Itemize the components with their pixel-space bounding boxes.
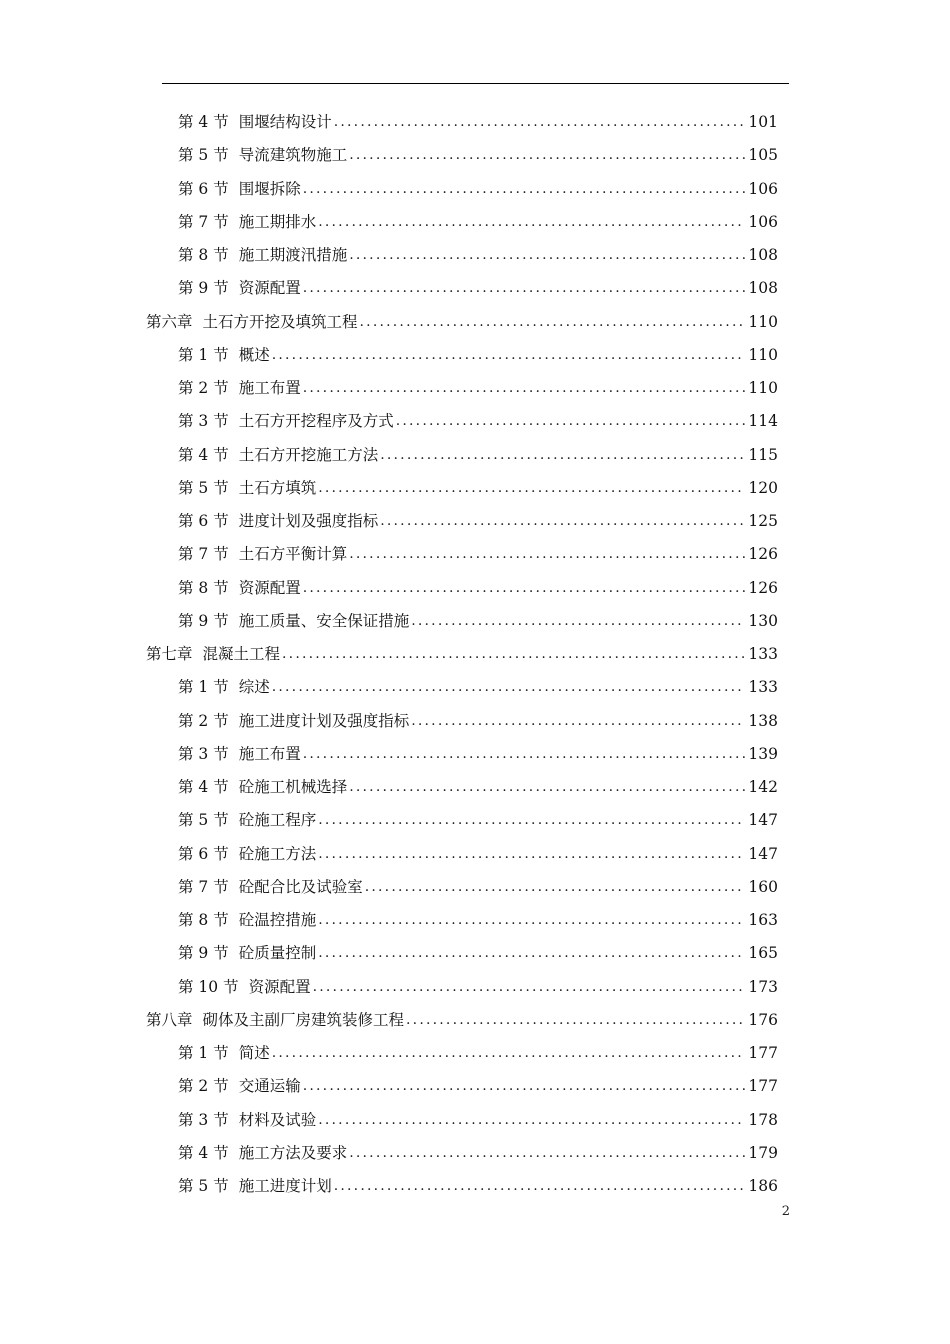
toc-entry-number: 第 1 节 — [178, 1044, 229, 1062]
toc-section-row[interactable] — [0, 505, 950, 538]
toc-section-row[interactable] — [0, 705, 950, 738]
toc-entry-page: 165 — [748, 944, 778, 963]
toc-entry-number: 第 1 节 — [178, 345, 229, 364]
toc-entry-page: 115 — [748, 445, 778, 464]
dot-leader — [380, 505, 745, 538]
dot-leader — [303, 173, 746, 206]
toc-entry-page: 179 — [748, 1143, 778, 1162]
dot-leader — [318, 1104, 745, 1137]
toc-entry-page: 163 — [748, 911, 778, 929]
toc-entry-page: 147 — [748, 811, 778, 830]
toc-entry — [178, 339, 778, 372]
toc-entry — [178, 971, 778, 1004]
toc-entry — [178, 538, 778, 571]
toc-entry-page: 186 — [748, 1177, 778, 1195]
toc-entry-page: 106 — [748, 179, 778, 198]
toc-section-row[interactable] — [0, 671, 950, 704]
dot-leader — [303, 1070, 746, 1103]
toc-entry-number: 第 9 节 — [178, 944, 229, 963]
toc-entry-page: 108 — [748, 246, 778, 264]
toc-chapter-row[interactable] — [0, 1004, 950, 1037]
toc-entry — [178, 1170, 778, 1203]
toc-entry — [146, 1004, 778, 1037]
toc-entry-page: 176 — [748, 1010, 778, 1029]
toc-entry — [178, 671, 778, 704]
toc-entry-number: 第 10 节 — [178, 977, 239, 996]
toc-entry-title: 导流建筑物施工 — [238, 146, 348, 165]
toc-entry-number: 第 4 节 — [178, 113, 229, 131]
toc-entry-page: 126 — [748, 545, 778, 564]
toc-entry-title: 围堰结构设计 — [238, 113, 332, 131]
toc-entry-title: 土石方开挖程序及方式 — [238, 412, 394, 431]
toc-section-row[interactable] — [0, 139, 950, 172]
toc-entry-title: 施工方法及要求 — [238, 1143, 348, 1162]
toc-entry-page: 177 — [748, 1044, 778, 1062]
toc-entry — [178, 871, 778, 904]
dot-leader — [360, 306, 746, 339]
toc-entry-page: 133 — [748, 645, 778, 663]
toc-entry-number: 第 7 节 — [178, 545, 229, 564]
toc-entry-title: 概述 — [238, 345, 270, 364]
toc-entry-number: 第 4 节 — [178, 778, 229, 796]
toc-section-row[interactable] — [0, 272, 950, 305]
header-rule — [162, 83, 789, 84]
toc-section-row[interactable] — [0, 173, 950, 206]
toc-entry-number: 第 6 节 — [178, 512, 229, 530]
toc-entry-title: 砼施工程序 — [238, 811, 317, 830]
dot-leader — [365, 871, 746, 904]
toc-entry — [146, 306, 778, 339]
toc-entry-page: 110 — [748, 312, 778, 331]
dot-leader — [334, 106, 746, 139]
toc-entry — [178, 139, 778, 172]
toc-section-row[interactable] — [0, 971, 950, 1004]
toc-entry — [178, 405, 778, 438]
toc-section-row[interactable] — [0, 771, 950, 804]
toc-entry-page: 106 — [748, 212, 778, 231]
toc-section-row[interactable] — [0, 904, 950, 937]
toc-entry-number: 第 5 节 — [178, 1177, 229, 1195]
toc-entry-page: 160 — [748, 877, 778, 896]
toc-section-row[interactable] — [0, 937, 950, 970]
toc-entry-title: 施工期排水 — [238, 212, 317, 231]
toc-entry — [178, 472, 778, 505]
toc-section-row[interactable] — [0, 106, 950, 139]
dot-leader — [318, 937, 745, 970]
toc-entry — [146, 638, 778, 671]
dot-leader — [318, 472, 745, 505]
toc-entry — [178, 705, 778, 738]
toc-section-row[interactable] — [0, 339, 950, 372]
toc-entry — [178, 106, 778, 139]
toc-entry-number: 第 9 节 — [178, 611, 229, 630]
toc-entry-number: 第 8 节 — [178, 911, 229, 929]
toc-entry — [178, 937, 778, 970]
toc-entry-title: 施工进度计划 — [238, 1177, 332, 1195]
dot-leader — [334, 1170, 746, 1203]
toc-entry-page: 126 — [748, 578, 778, 597]
toc-entry-number: 第 9 节 — [178, 279, 229, 298]
toc-section-row[interactable] — [0, 239, 950, 272]
toc-entry-number: 第 8 节 — [178, 246, 229, 264]
toc-entry — [178, 605, 778, 638]
dot-leader — [318, 206, 745, 239]
toc-entry-number: 第 4 节 — [178, 1143, 229, 1162]
toc-section-row[interactable] — [0, 1070, 950, 1103]
toc-entry-title: 土石方开挖及填筑工程 — [202, 312, 358, 331]
toc-entry-title: 资源配置 — [248, 977, 311, 996]
dot-leader — [349, 771, 745, 804]
toc-entry-title: 施工进度计划及强度指标 — [238, 711, 410, 730]
dot-leader — [349, 239, 745, 272]
toc-entry-number: 第 7 节 — [178, 212, 229, 231]
toc-entry-page: 147 — [748, 844, 778, 863]
dot-leader — [318, 838, 745, 871]
toc-entry-page: 178 — [748, 1110, 778, 1129]
toc-section-row[interactable] — [0, 871, 950, 904]
toc-section-row[interactable] — [0, 738, 950, 771]
toc-entry-number: 第 5 节 — [178, 811, 229, 830]
dot-leader — [272, 1037, 746, 1070]
toc-section-row[interactable] — [0, 1137, 950, 1170]
toc-entry — [178, 838, 778, 871]
toc-chapter-row[interactable] — [0, 306, 950, 339]
dot-leader — [318, 804, 745, 837]
toc-entry-number: 第 6 节 — [178, 179, 229, 198]
toc-entry-title: 资源配置 — [238, 578, 301, 597]
toc-section-row[interactable] — [0, 472, 950, 505]
toc-entry — [178, 1104, 778, 1137]
table-of-contents — [0, 106, 950, 1203]
toc-entry-number: 第七章 — [146, 645, 193, 663]
toc-entry-title: 混凝土工程 — [202, 645, 281, 663]
toc-entry — [178, 272, 778, 305]
toc-entry — [178, 239, 778, 272]
toc-entry-number: 第 4 节 — [178, 445, 229, 464]
toc-section-row[interactable] — [0, 572, 950, 605]
toc-entry-page: 177 — [748, 1077, 778, 1096]
toc-entry-title: 材料及试验 — [238, 1110, 317, 1129]
toc-section-row[interactable] — [0, 538, 950, 571]
toc-section-row[interactable] — [0, 1037, 950, 1070]
toc-entry-number: 第六章 — [146, 312, 193, 331]
toc-entry-number: 第 3 节 — [178, 744, 229, 763]
toc-entry-title: 砌体及主副厂房建筑装修工程 — [202, 1010, 405, 1029]
toc-entry — [178, 1070, 778, 1103]
toc-section-row[interactable] — [0, 838, 950, 871]
dot-leader — [318, 904, 745, 937]
toc-entry-number: 第 1 节 — [178, 678, 229, 697]
toc-entry-page: 130 — [748, 611, 778, 630]
toc-entry-number: 第 6 节 — [178, 844, 229, 863]
toc-entry — [178, 505, 778, 538]
toc-section-row[interactable] — [0, 372, 950, 405]
toc-entry — [178, 804, 778, 837]
dot-leader — [411, 605, 745, 638]
toc-section-row[interactable] — [0, 439, 950, 472]
toc-entry-title: 土石方开挖施工方法 — [238, 445, 379, 464]
toc-entry — [178, 1137, 778, 1170]
toc-entry-number: 第 3 节 — [178, 1110, 229, 1129]
toc-entry-title: 交通运输 — [238, 1077, 301, 1096]
toc-entry-number: 第 5 节 — [178, 146, 229, 165]
toc-section-row[interactable] — [0, 405, 950, 438]
toc-entry — [178, 771, 778, 804]
toc-section-row[interactable] — [0, 1170, 950, 1203]
toc-entry-title: 土石方平衡计算 — [238, 545, 348, 564]
toc-section-row[interactable] — [0, 605, 950, 638]
toc-entry-page: 138 — [748, 711, 778, 730]
toc-section-row[interactable] — [0, 1104, 950, 1137]
toc-entry-number: 第 7 节 — [178, 877, 229, 896]
dot-leader — [380, 439, 745, 472]
toc-entry-page: 101 — [748, 113, 778, 131]
page-number: 2 — [781, 1204, 790, 1219]
toc-entry-number: 第 5 节 — [178, 478, 229, 497]
dot-leader — [411, 705, 745, 738]
toc-entry-title: 砼配合比及试验室 — [238, 877, 363, 896]
toc-entry-page: 110 — [748, 345, 778, 364]
toc-entry — [178, 1037, 778, 1070]
toc-entry-title: 施工布置 — [238, 379, 301, 397]
toc-entry-title: 施工布置 — [238, 744, 301, 763]
toc-entry-title: 施工期渡汛措施 — [238, 246, 348, 264]
toc-entry — [178, 206, 778, 239]
toc-entry-number: 第 2 节 — [178, 1077, 229, 1096]
toc-entry — [178, 738, 778, 771]
toc-entry-title: 资源配置 — [238, 279, 301, 298]
dot-leader — [282, 638, 745, 671]
toc-entry-number: 第八章 — [146, 1010, 193, 1029]
toc-entry-page: 105 — [748, 146, 778, 165]
dot-leader — [313, 971, 746, 1004]
dot-leader — [349, 139, 745, 172]
toc-entry-number: 第 2 节 — [178, 379, 229, 397]
toc-entry-page: 114 — [748, 412, 778, 431]
toc-entry-title: 砼温控措施 — [238, 911, 317, 929]
dot-leader — [272, 671, 746, 704]
toc-entry-page: 173 — [748, 977, 778, 996]
dot-leader — [303, 272, 746, 305]
toc-entry-page: 142 — [748, 778, 778, 796]
toc-entry — [178, 439, 778, 472]
toc-entry-title: 砼施工机械选择 — [238, 778, 348, 796]
toc-section-row[interactable] — [0, 206, 950, 239]
toc-section-row[interactable] — [0, 804, 950, 837]
toc-entry-page: 108 — [748, 279, 778, 298]
toc-entry-page: 133 — [748, 678, 778, 697]
toc-entry-title: 施工质量、安全保证措施 — [238, 611, 410, 630]
toc-entry — [178, 904, 778, 937]
toc-entry-title: 简述 — [238, 1044, 270, 1062]
toc-entry-page: 139 — [748, 744, 778, 763]
toc-entry — [178, 173, 778, 206]
dot-leader — [349, 538, 745, 571]
toc-entry-number: 第 3 节 — [178, 412, 229, 431]
toc-entry-title: 砼质量控制 — [238, 944, 317, 963]
dot-leader — [272, 339, 746, 372]
dot-leader — [396, 405, 746, 438]
toc-entry-page: 110 — [748, 379, 778, 397]
toc-entry-number: 第 2 节 — [178, 711, 229, 730]
toc-entry-title: 土石方填筑 — [238, 478, 317, 497]
toc-entry — [178, 572, 778, 605]
toc-chapter-row[interactable] — [0, 638, 950, 671]
toc-entry-page: 125 — [748, 512, 778, 530]
toc-entry-title: 围堰拆除 — [238, 179, 301, 198]
dot-leader — [349, 1137, 745, 1170]
toc-entry — [178, 372, 778, 405]
dot-leader — [303, 572, 746, 605]
dot-leader — [303, 738, 746, 771]
dot-leader — [303, 372, 746, 405]
dot-leader — [406, 1004, 745, 1037]
toc-entry-page: 120 — [748, 478, 778, 497]
toc-entry-title: 砼施工方法 — [238, 844, 317, 863]
toc-entry-title: 进度计划及强度指标 — [238, 512, 379, 530]
toc-entry-title: 综述 — [238, 678, 270, 697]
toc-entry-number: 第 8 节 — [178, 578, 229, 597]
